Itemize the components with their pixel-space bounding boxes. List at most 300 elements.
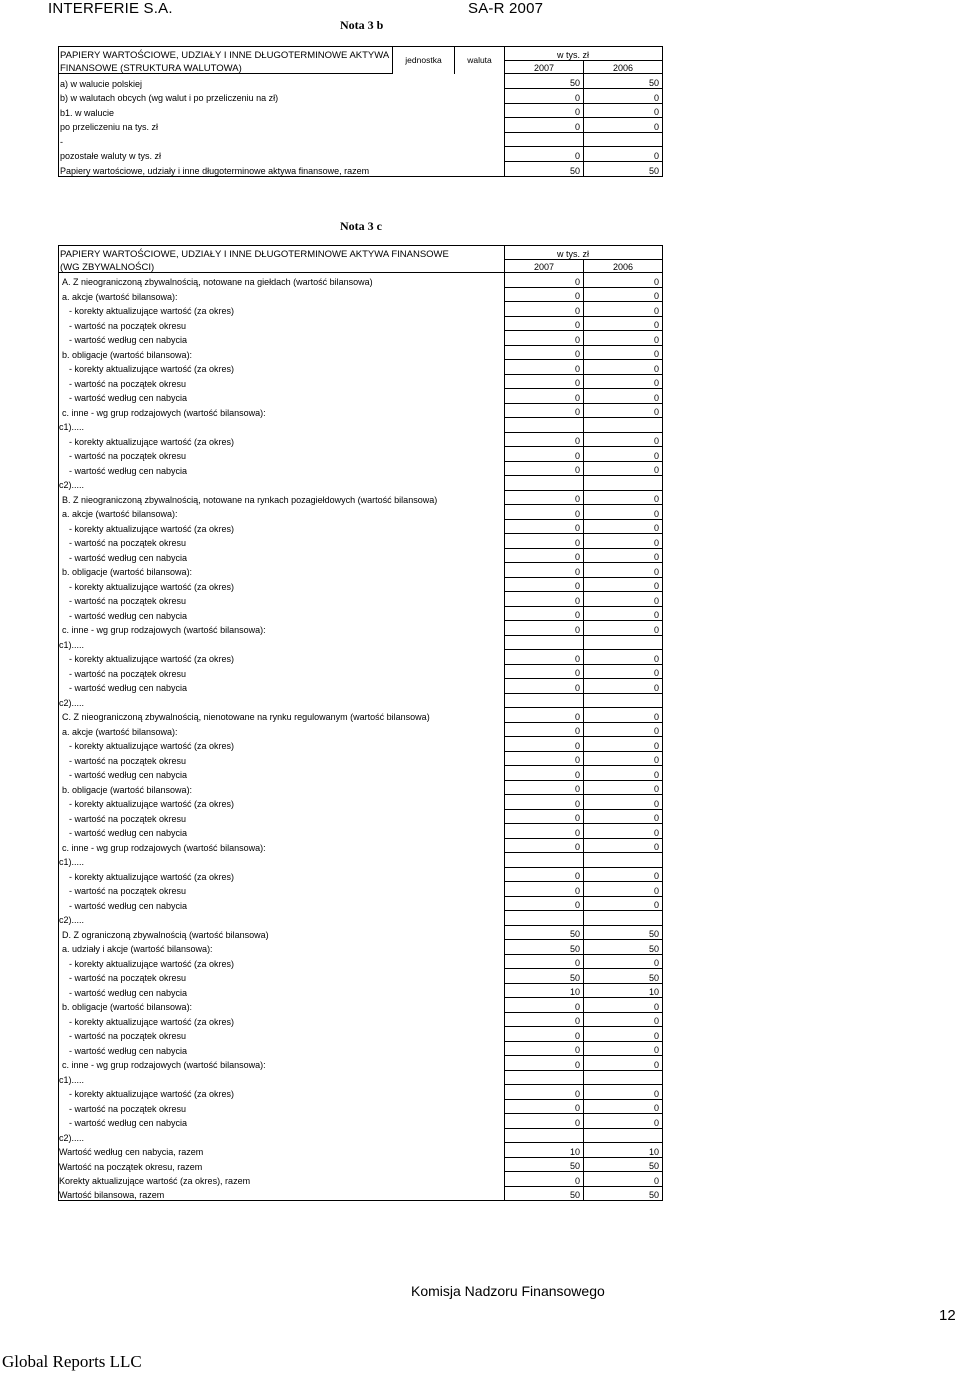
table-row — [59, 896, 663, 911]
table-row — [59, 853, 663, 868]
row-label: - korekty aktualizujące wartość (za okres) — [59, 519, 505, 534]
row-label: - korekty aktualizujące wartość (za okres) — [59, 737, 505, 752]
table-row — [59, 476, 663, 491]
value-2007: 0 — [505, 534, 584, 549]
value-2006: 0 — [584, 998, 663, 1013]
row-label: - korekty aktualizujące wartość (za okres) — [59, 650, 505, 665]
table-row — [59, 940, 663, 955]
value-2006: 0 — [584, 896, 663, 911]
value-2006: 0 — [584, 1056, 663, 1071]
value-2007 — [505, 132, 584, 147]
value-2007: 0 — [505, 751, 584, 766]
row-label: - wartość według cen nabycia — [59, 331, 505, 346]
value-2006 — [584, 693, 663, 708]
value-2006: 0 — [584, 809, 663, 824]
table-row — [59, 925, 663, 940]
table-row — [59, 1070, 663, 1085]
table-row — [59, 287, 663, 302]
value-2006: 0 — [584, 737, 663, 752]
value-2007: 0 — [505, 1056, 584, 1071]
nota-3c-heading-1: PAPIERY WARTOŚCIOWE, UDZIAŁY I INNE DŁUGOTERMINOWE AKTYWA FINANSOWE — [59, 246, 505, 260]
table-row — [59, 824, 663, 839]
nota-3b-heading-1: PAPIERY WARTOŚCIOWE, UDZIAŁY I INNE DŁUGOTERMINOWE AKTYWA — [59, 47, 393, 61]
value-2007: 0 — [505, 766, 584, 781]
row-label: a. akcje (wartość bilansowa): — [59, 287, 505, 302]
value-2007 — [505, 418, 584, 433]
row-label: - wartość według cen nabycia — [59, 548, 505, 563]
value-2006: 0 — [584, 103, 663, 118]
table-row — [59, 1085, 663, 1100]
table-row — [59, 505, 663, 520]
row-label: - wartość na początek okresu — [59, 969, 505, 984]
value-2007: 0 — [505, 882, 584, 897]
table-row — [59, 1027, 663, 1042]
row-label: po przeliczeniu na tys. zł — [59, 118, 505, 133]
value-2007: 0 — [505, 389, 584, 404]
row-label: c1)..... — [59, 853, 505, 868]
report-code: SA-R 2007 — [468, 0, 544, 17]
row-label: - wartość według cen nabycia — [59, 766, 505, 781]
value-2007 — [505, 1128, 584, 1143]
table-row — [59, 519, 663, 534]
value-2007: 0 — [505, 374, 584, 389]
row-label: - wartość według cen nabycia — [59, 679, 505, 694]
table-row — [59, 983, 663, 998]
row-label: a. akcje (wartość bilansowa): — [59, 722, 505, 737]
nota-3c-heading-2: (WG ZBYWALNOŚCI) — [59, 259, 505, 273]
value-2006: 0 — [584, 1085, 663, 1100]
row-label: - korekty aktualizujące wartość (za okres) — [59, 432, 505, 447]
row-label: - wartość na początek okresu — [59, 374, 505, 389]
value-2006: 0 — [584, 722, 663, 737]
row-label: a) w walucie polskiej — [59, 74, 505, 89]
table-row — [59, 621, 663, 636]
value-2007: 0 — [505, 896, 584, 911]
row-label: - — [59, 132, 505, 147]
value-2006: 0 — [584, 273, 663, 288]
row-label: - korekty aktualizujące wartość (za okres) — [59, 360, 505, 375]
row-label: c. inne - wg grup rodzajowych (wartość bilansowa): — [59, 1056, 505, 1071]
value-2007: 0 — [505, 577, 584, 592]
row-label: c1)..... — [59, 418, 505, 433]
row-label: - wartość na początek okresu — [59, 1099, 505, 1114]
table-row — [59, 490, 663, 505]
value-2006: 50 — [584, 925, 663, 940]
row-label: Korekty aktualizujące wartość (za okres), razem — [59, 1172, 505, 1187]
value-2006: 0 — [584, 360, 663, 375]
value-2006: 0 — [584, 534, 663, 549]
table-row — [59, 766, 663, 781]
value-2006: 50 — [584, 969, 663, 984]
value-2006: 0 — [584, 1041, 663, 1056]
value-2006: 0 — [584, 89, 663, 104]
table-row — [59, 1056, 663, 1071]
nota-3b-table — [58, 46, 663, 177]
value-2006: 0 — [584, 824, 663, 839]
value-2006: 0 — [584, 679, 663, 694]
value-2006: 0 — [584, 316, 663, 331]
value-2006: 0 — [584, 621, 663, 636]
value-2007: 10 — [505, 1143, 584, 1158]
table-row — [59, 679, 663, 694]
row-label: - korekty aktualizujące wartość (za okres) — [59, 1012, 505, 1027]
value-2007 — [505, 635, 584, 650]
value-2007: 0 — [505, 461, 584, 476]
value-2007: 0 — [505, 1027, 584, 1042]
row-label: - wartość na początek okresu — [59, 1027, 505, 1042]
value-2006: 0 — [584, 287, 663, 302]
value-2007: 0 — [505, 737, 584, 752]
value-2006: 0 — [584, 490, 663, 505]
row-label: - wartość według cen nabycia — [59, 606, 505, 621]
value-2007: 0 — [505, 447, 584, 462]
table-row — [59, 795, 663, 810]
table-row — [59, 1012, 663, 1027]
value-2006 — [584, 635, 663, 650]
value-2006: 0 — [584, 592, 663, 607]
value-2006: 0 — [584, 302, 663, 317]
table-row — [59, 132, 663, 147]
table-row — [59, 1128, 663, 1143]
table-row — [59, 331, 663, 346]
value-2007: 10 — [505, 983, 584, 998]
table-row — [59, 809, 663, 824]
table-row — [59, 273, 663, 288]
value-2007: 0 — [505, 592, 584, 607]
value-2006: 0 — [584, 606, 663, 621]
value-2007: 0 — [505, 287, 584, 302]
value-2006: 0 — [584, 1172, 663, 1187]
value-2006: 0 — [584, 954, 663, 969]
value-2006: 0 — [584, 780, 663, 795]
row-label: b1. w walucie — [59, 103, 505, 118]
table-row — [59, 89, 663, 104]
value-2007: 0 — [505, 824, 584, 839]
value-2007: 0 — [505, 998, 584, 1013]
row-label: - wartość na początek okresu — [59, 447, 505, 462]
table-row — [59, 751, 663, 766]
table-row — [59, 74, 663, 89]
value-2006: 0 — [584, 331, 663, 346]
value-2007 — [505, 853, 584, 868]
table-row — [59, 389, 663, 404]
value-2007: 0 — [505, 505, 584, 520]
table-row — [59, 664, 663, 679]
table-row — [59, 722, 663, 737]
value-2007: 0 — [505, 548, 584, 563]
value-2007: 0 — [505, 838, 584, 853]
value-2006: 0 — [584, 345, 663, 360]
table-row — [59, 1172, 663, 1187]
row-label: - wartość na początek okresu — [59, 882, 505, 897]
row-label: - korekty aktualizujące wartość (za okres) — [59, 954, 505, 969]
value-2007: 0 — [505, 490, 584, 505]
table-row — [59, 1186, 663, 1201]
value-2007: 0 — [505, 403, 584, 418]
row-label: b. obligacje (wartość bilansowa): — [59, 563, 505, 578]
value-2007: 50 — [505, 940, 584, 955]
value-2007: 0 — [505, 1172, 584, 1187]
table-row — [59, 693, 663, 708]
table-row — [59, 577, 663, 592]
row-label: - wartość według cen nabycia — [59, 896, 505, 911]
value-2006: 0 — [584, 147, 663, 162]
row-label: - wartość na początek okresu — [59, 592, 505, 607]
table-row — [59, 998, 663, 1013]
col-currency: waluta — [455, 47, 505, 74]
value-2006: 0 — [584, 664, 663, 679]
table-row — [59, 548, 663, 563]
value-2007: 0 — [505, 1085, 584, 1100]
table-row — [59, 867, 663, 882]
nota-3c-title: Nota 3 c — [340, 219, 382, 233]
table-row — [59, 969, 663, 984]
row-label: - korekty aktualizujące wartość (za okres) — [59, 302, 505, 317]
value-2006: 0 — [584, 447, 663, 462]
table-row — [59, 780, 663, 795]
value-2007: 0 — [505, 103, 584, 118]
table-row — [59, 461, 663, 476]
value-2006 — [584, 853, 663, 868]
row-label: c2)..... — [59, 1128, 505, 1143]
row-label: Papiery wartościowe, udziały i inne długoterminowe aktywa finansowe, razem — [59, 161, 505, 176]
value-2007: 0 — [505, 302, 584, 317]
row-label: b. obligacje (wartość bilansowa): — [59, 780, 505, 795]
table-row — [59, 911, 663, 926]
nota-3c-year-2: 2006 — [584, 259, 663, 273]
value-2007 — [505, 476, 584, 491]
value-2006: 0 — [584, 461, 663, 476]
row-label: - wartość na początek okresu — [59, 751, 505, 766]
row-label: A. Z nieograniczoną zbywalnością, notowane na giełdach (wartość bilansowa) — [59, 273, 505, 288]
row-label: - wartość według cen nabycia — [59, 1041, 505, 1056]
nota-3b-year-2: 2006 — [584, 60, 663, 74]
table-row — [59, 103, 663, 118]
publisher-name: Global Reports LLC — [2, 1352, 142, 1371]
value-2007: 0 — [505, 360, 584, 375]
value-2007: 0 — [505, 316, 584, 331]
row-label: b. obligacje (wartość bilansowa): — [59, 345, 505, 360]
value-2007: 50 — [505, 925, 584, 940]
nota-3c-year-1: 2007 — [505, 259, 584, 273]
value-2006: 10 — [584, 983, 663, 998]
table-row — [59, 563, 663, 578]
row-label: b) w walutach obcych (wg walut i po przeliczeniu na zł) — [59, 89, 505, 104]
table-row — [59, 432, 663, 447]
value-2007 — [505, 693, 584, 708]
value-2006: 0 — [584, 374, 663, 389]
value-2006 — [584, 476, 663, 491]
value-2007: 0 — [505, 345, 584, 360]
value-2006: 50 — [584, 161, 663, 176]
value-2006: 0 — [584, 403, 663, 418]
page-number: 12 — [939, 1307, 956, 1324]
row-label: - wartość na początek okresu — [59, 664, 505, 679]
value-2006: 0 — [584, 708, 663, 723]
row-label: - wartość na początek okresu — [59, 534, 505, 549]
value-2006: 0 — [584, 519, 663, 534]
row-label: - wartość na początek okresu — [59, 316, 505, 331]
table-row — [59, 403, 663, 418]
row-label: Wartość bilansowa, razem — [59, 1186, 505, 1201]
nota-3b-title: Nota 3 b — [340, 18, 384, 32]
value-2006 — [584, 1070, 663, 1085]
table-row — [59, 374, 663, 389]
row-label: - korekty aktualizujące wartość (za okres) — [59, 1085, 505, 1100]
row-label: - wartość według cen nabycia — [59, 389, 505, 404]
row-label: B. Z nieograniczoną zbywalnością, notowane na rynkach pozagiełdowych (wartość bilansowa) — [59, 490, 505, 505]
value-2006 — [584, 132, 663, 147]
table-row — [59, 838, 663, 853]
value-2007: 0 — [505, 89, 584, 104]
table-row — [59, 1099, 663, 1114]
row-label: c2)..... — [59, 476, 505, 491]
value-2007: 0 — [505, 606, 584, 621]
nota-3b-unit-label: w tys. zł — [505, 47, 663, 61]
nota-3c-table — [58, 245, 663, 1201]
value-2006: 0 — [584, 548, 663, 563]
value-2007: 0 — [505, 1041, 584, 1056]
value-2007: 0 — [505, 679, 584, 694]
value-2006: 50 — [584, 74, 663, 89]
row-label: - wartość według cen nabycia — [59, 1114, 505, 1129]
table-row — [59, 161, 663, 176]
value-2006: 50 — [584, 1186, 663, 1201]
table-row — [59, 447, 663, 462]
table-row — [59, 418, 663, 433]
table-row — [59, 708, 663, 723]
row-label: c2)..... — [59, 911, 505, 926]
value-2007: 0 — [505, 795, 584, 810]
row-label: - wartość według cen nabycia — [59, 461, 505, 476]
row-label: c1)..... — [59, 635, 505, 650]
value-2007: 0 — [505, 1099, 584, 1114]
value-2006: 0 — [584, 751, 663, 766]
value-2006: 0 — [584, 563, 663, 578]
value-2007: 50 — [505, 1157, 584, 1172]
value-2007: 0 — [505, 954, 584, 969]
nota-3b-heading-2: FINANSOWE (STRUKTURA WALUTOWA) — [59, 60, 393, 74]
value-2006: 0 — [584, 389, 663, 404]
value-2006: 0 — [584, 505, 663, 520]
value-2007: 0 — [505, 273, 584, 288]
table-row — [59, 606, 663, 621]
value-2007: 0 — [505, 722, 584, 737]
row-label: Wartość na początek okresu, razem — [59, 1157, 505, 1172]
row-label: c. inne - wg grup rodzajowych (wartość bilansowa): — [59, 621, 505, 636]
table-row — [59, 1041, 663, 1056]
value-2007: 0 — [505, 1114, 584, 1129]
table-row — [59, 147, 663, 162]
company-name: INTERFERIE S.A. — [48, 0, 173, 17]
nota-3c-unit-label: w tys. zł — [505, 246, 663, 260]
row-label: b. obligacje (wartość bilansowa): — [59, 998, 505, 1013]
value-2007: 50 — [505, 1186, 584, 1201]
nota-3b-year-1: 2007 — [505, 60, 584, 74]
value-2007 — [505, 1070, 584, 1085]
table-row — [59, 1143, 663, 1158]
value-2006 — [584, 911, 663, 926]
row-label: C. Z nieograniczoną zbywalnością, nienotowane na rynku regulowanym (wartość bilansowa) — [59, 708, 505, 723]
row-label: D. Z ograniczoną zbywalnością (wartość bilansowa) — [59, 925, 505, 940]
value-2007: 0 — [505, 708, 584, 723]
value-2006: 0 — [584, 1027, 663, 1042]
value-2007: 50 — [505, 161, 584, 176]
value-2007: 50 — [505, 74, 584, 89]
value-2006: 0 — [584, 882, 663, 897]
table-row — [59, 954, 663, 969]
table-row — [59, 534, 663, 549]
value-2006: 0 — [584, 766, 663, 781]
value-2006: 0 — [584, 867, 663, 882]
value-2006: 0 — [584, 1099, 663, 1114]
value-2007: 0 — [505, 1012, 584, 1027]
value-2007: 0 — [505, 867, 584, 882]
row-label: a. udziały i akcje (wartość bilansowa): — [59, 940, 505, 955]
table-row — [59, 737, 663, 752]
row-label: a. akcje (wartość bilansowa): — [59, 505, 505, 520]
table-row — [59, 592, 663, 607]
value-2007: 0 — [505, 621, 584, 636]
table-row — [59, 316, 663, 331]
table-row — [59, 118, 663, 133]
table-row — [59, 1114, 663, 1129]
table-row — [59, 345, 663, 360]
value-2007: 0 — [505, 118, 584, 133]
row-label: - wartość według cen nabycia — [59, 824, 505, 839]
value-2006: 0 — [584, 432, 663, 447]
value-2006: 0 — [584, 795, 663, 810]
value-2007: 0 — [505, 147, 584, 162]
value-2007: 0 — [505, 563, 584, 578]
value-2007: 0 — [505, 780, 584, 795]
value-2007: 0 — [505, 432, 584, 447]
row-label: - wartość według cen nabycia — [59, 983, 505, 998]
value-2007: 0 — [505, 809, 584, 824]
value-2006: 0 — [584, 650, 663, 665]
commission-name: Komisja Nadzoru Finansowego — [411, 1283, 605, 1299]
row-label: pozostałe waluty w tys. zł — [59, 147, 505, 162]
value-2007: 50 — [505, 969, 584, 984]
row-label: c2)..... — [59, 693, 505, 708]
value-2007 — [505, 911, 584, 926]
value-2006: 10 — [584, 1143, 663, 1158]
table-row — [59, 1157, 663, 1172]
table-row — [59, 650, 663, 665]
row-label: - wartość na początek okresu — [59, 809, 505, 824]
value-2006 — [584, 418, 663, 433]
row-label: c. inne - wg grup rodzajowych (wartość bilansowa): — [59, 403, 505, 418]
row-label: - korekty aktualizujące wartość (za okres) — [59, 795, 505, 810]
value-2007: 0 — [505, 664, 584, 679]
value-2006: 0 — [584, 1114, 663, 1129]
table-row — [59, 882, 663, 897]
col-unit: jednostka — [393, 47, 455, 74]
value-2006: 0 — [584, 838, 663, 853]
value-2007: 0 — [505, 331, 584, 346]
value-2006: 0 — [584, 577, 663, 592]
row-label: c. inne - wg grup rodzajowych (wartość bilansowa): — [59, 838, 505, 853]
table-row — [59, 635, 663, 650]
value-2007: 0 — [505, 650, 584, 665]
value-2007: 0 — [505, 519, 584, 534]
table-row — [59, 302, 663, 317]
value-2006: 50 — [584, 1157, 663, 1172]
row-label: - korekty aktualizujące wartość (za okres) — [59, 577, 505, 592]
value-2006: 0 — [584, 1012, 663, 1027]
row-label: c1)..... — [59, 1070, 505, 1085]
table-row — [59, 360, 663, 375]
